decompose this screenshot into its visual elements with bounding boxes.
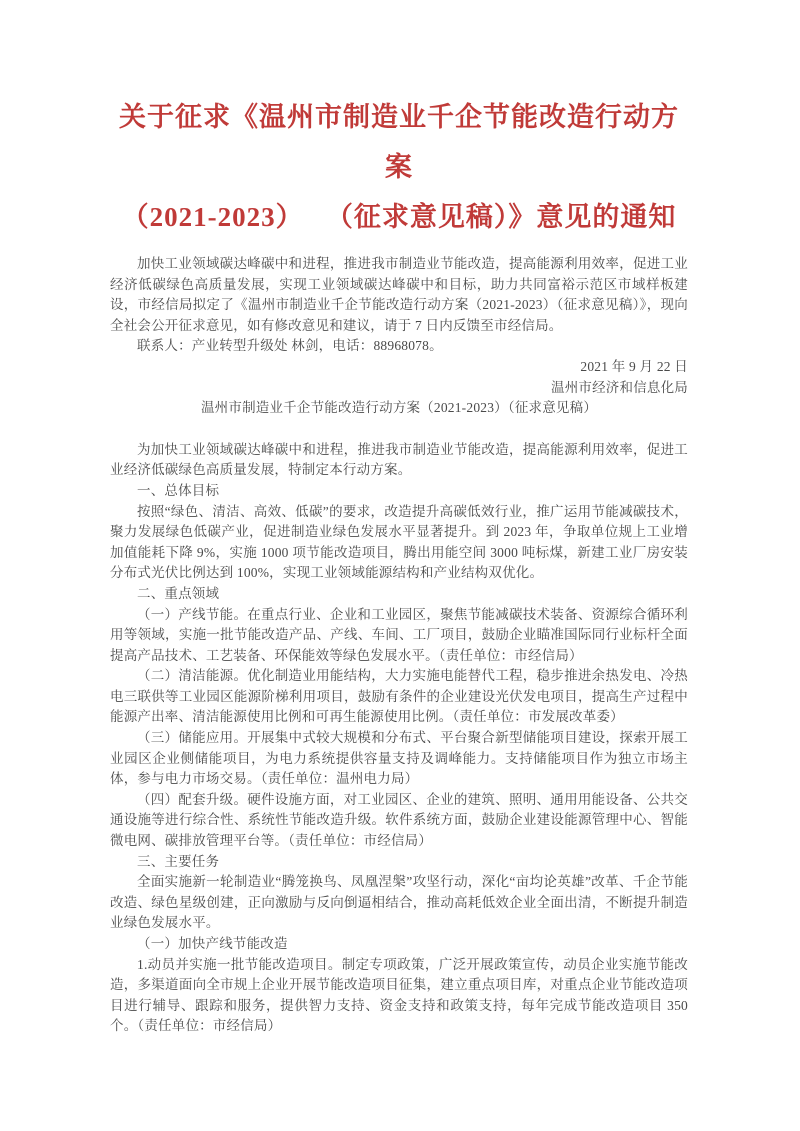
document-body [110, 254, 692, 1037]
agency-line: 温州市经济和信息化局 [551, 379, 688, 395]
task-1-paragraph: 1.动员并实施一批节能改造项目。制定专项政策，广泛开展政策宣传，动员企业实施节能改造，多渠道面向全市规上企业开展节能改造项目征集，建立重点项目库，对重点企业节能改造项目进行辅导、跟踪和服务，提供智力支持、资金支持和政策支持，每年完成节能改造项目 350 个。（责任单位：市经信局） [110, 956, 692, 1034]
section-3-sub-heading-1: （一）加快产线节能改造 [137, 936, 288, 951]
section-2-item-2: （二）清洁能源。优化制造业用能结构，大力实施电能替代工程，稳步推进余热发电、冷热电三联供等工业园区能源阶梯利用项目，鼓励有条件的企业建设光伏发电项目，提高生产过程中能源产出率、清洁能源使用比例和可再生能源使用比例。（责任单位：市发展改革委） [110, 668, 688, 725]
section-1-paragraph: 按照“绿色、清洁、高效、低碳”的要求，改造提升高碳低效行业，推广运用节能减碳技术，聚力发展绿色低碳产业，促进制造业绿色发展水平显著提升。到 2023 年，争取单位规上工业增加值能耗下降 9%，实施 1000 项节能改造项目，腾出用能空间 3000 吨标煤，新建工业厂房安装分布式光伏比例达到 100%，实现工业领域能源结构和产业结构双优化。 [110, 503, 688, 581]
document-title-line2: （2021-2023） （征求意见稿）》意见的通知 [121, 202, 677, 232]
section-3-paragraph: 全面实施新一轮制造业“腾笼换鸟、凤凰涅槃”攻坚行动，深化“亩均论英雄”改革、千企节能改造、绿色星级创建，正向激励与反向倒逼相结合，推动高耗低效企业全面出清，不断提升制造业绿色发展水平。 [110, 874, 688, 931]
section-2-item-4: （四）配套升级。硬件设施方面，对工业园区、企业的建筑、照明、通用用能设备、公共交通设施等进行综合性、系统性节能改造升级。软件系统方面，鼓励企业建设能源管理中心、智能微电网、碳排放管理平台等。（责任单位：市经信局） [110, 791, 688, 849]
section-3-heading: 三、主要任务 [137, 853, 220, 869]
document-title-line1: 关于征求《温州市制造业千企节能改造行动方案 [119, 102, 679, 182]
blank-spacer [110, 419, 688, 440]
plan-intro-paragraph: 为加快工业领域碳达峰碳中和进程，推进我市制造业节能改造，提高能源利用效率，促进工业经济低碳绿色高质量发展，特制定本行动方案。 [110, 441, 688, 478]
contact-line: 联系人：产业转型升级处 林剑，电话：88968078。 [137, 338, 443, 354]
section-1-heading: 一、总体目标 [137, 482, 220, 498]
section-2-item-3: （三）储能应用。开展集中式较大规模和分布式、平台聚合新型储能项目建设，探索开展工业园区企业侧储能项目，为电力系统提供容量支持及调峰能力。支持储能项目作为独立市场主体，参与电力市场交易。（责任单位：温州电力局） [110, 730, 688, 787]
document-title [110, 92, 688, 242]
section-2-item-1: （一）产线节能。在重点行业、企业和工业园区，聚焦节能减碳技术装备、资源综合循环利用等领域，实施一批节能改造产品、产线、车间、工厂项目，鼓励企业瞄准国际同行业标杆全面提高产品技术、工艺装备、环保能效等绿色发展水平。（责任单位：市经信局） [110, 606, 688, 663]
date-line: 2021 年 9 月 22 日 [580, 358, 688, 374]
plan-subtitle: 温州市制造业千企节能改造行动方案（2021-2023）（征求意见稿） [200, 400, 598, 416]
section-2-heading: 二、重点领域 [137, 585, 220, 601]
intro-paragraph: 加快工业领域碳达峰碳中和进程，推进我市制造业节能改造，提高能源利用效率，促进工业经济低碳绿色高质量发展，实现工业领域碳达峰碳中和目标，助力共同富裕示范区市域样板建设，市经信局拟定了《温州市制造业千企节能改造行动方案（2021-2023）（征求意见稿）》，现向全社会公开征求意见，如有修改意见和建议，请于 7 日内反馈至市经信局。 [110, 256, 688, 333]
